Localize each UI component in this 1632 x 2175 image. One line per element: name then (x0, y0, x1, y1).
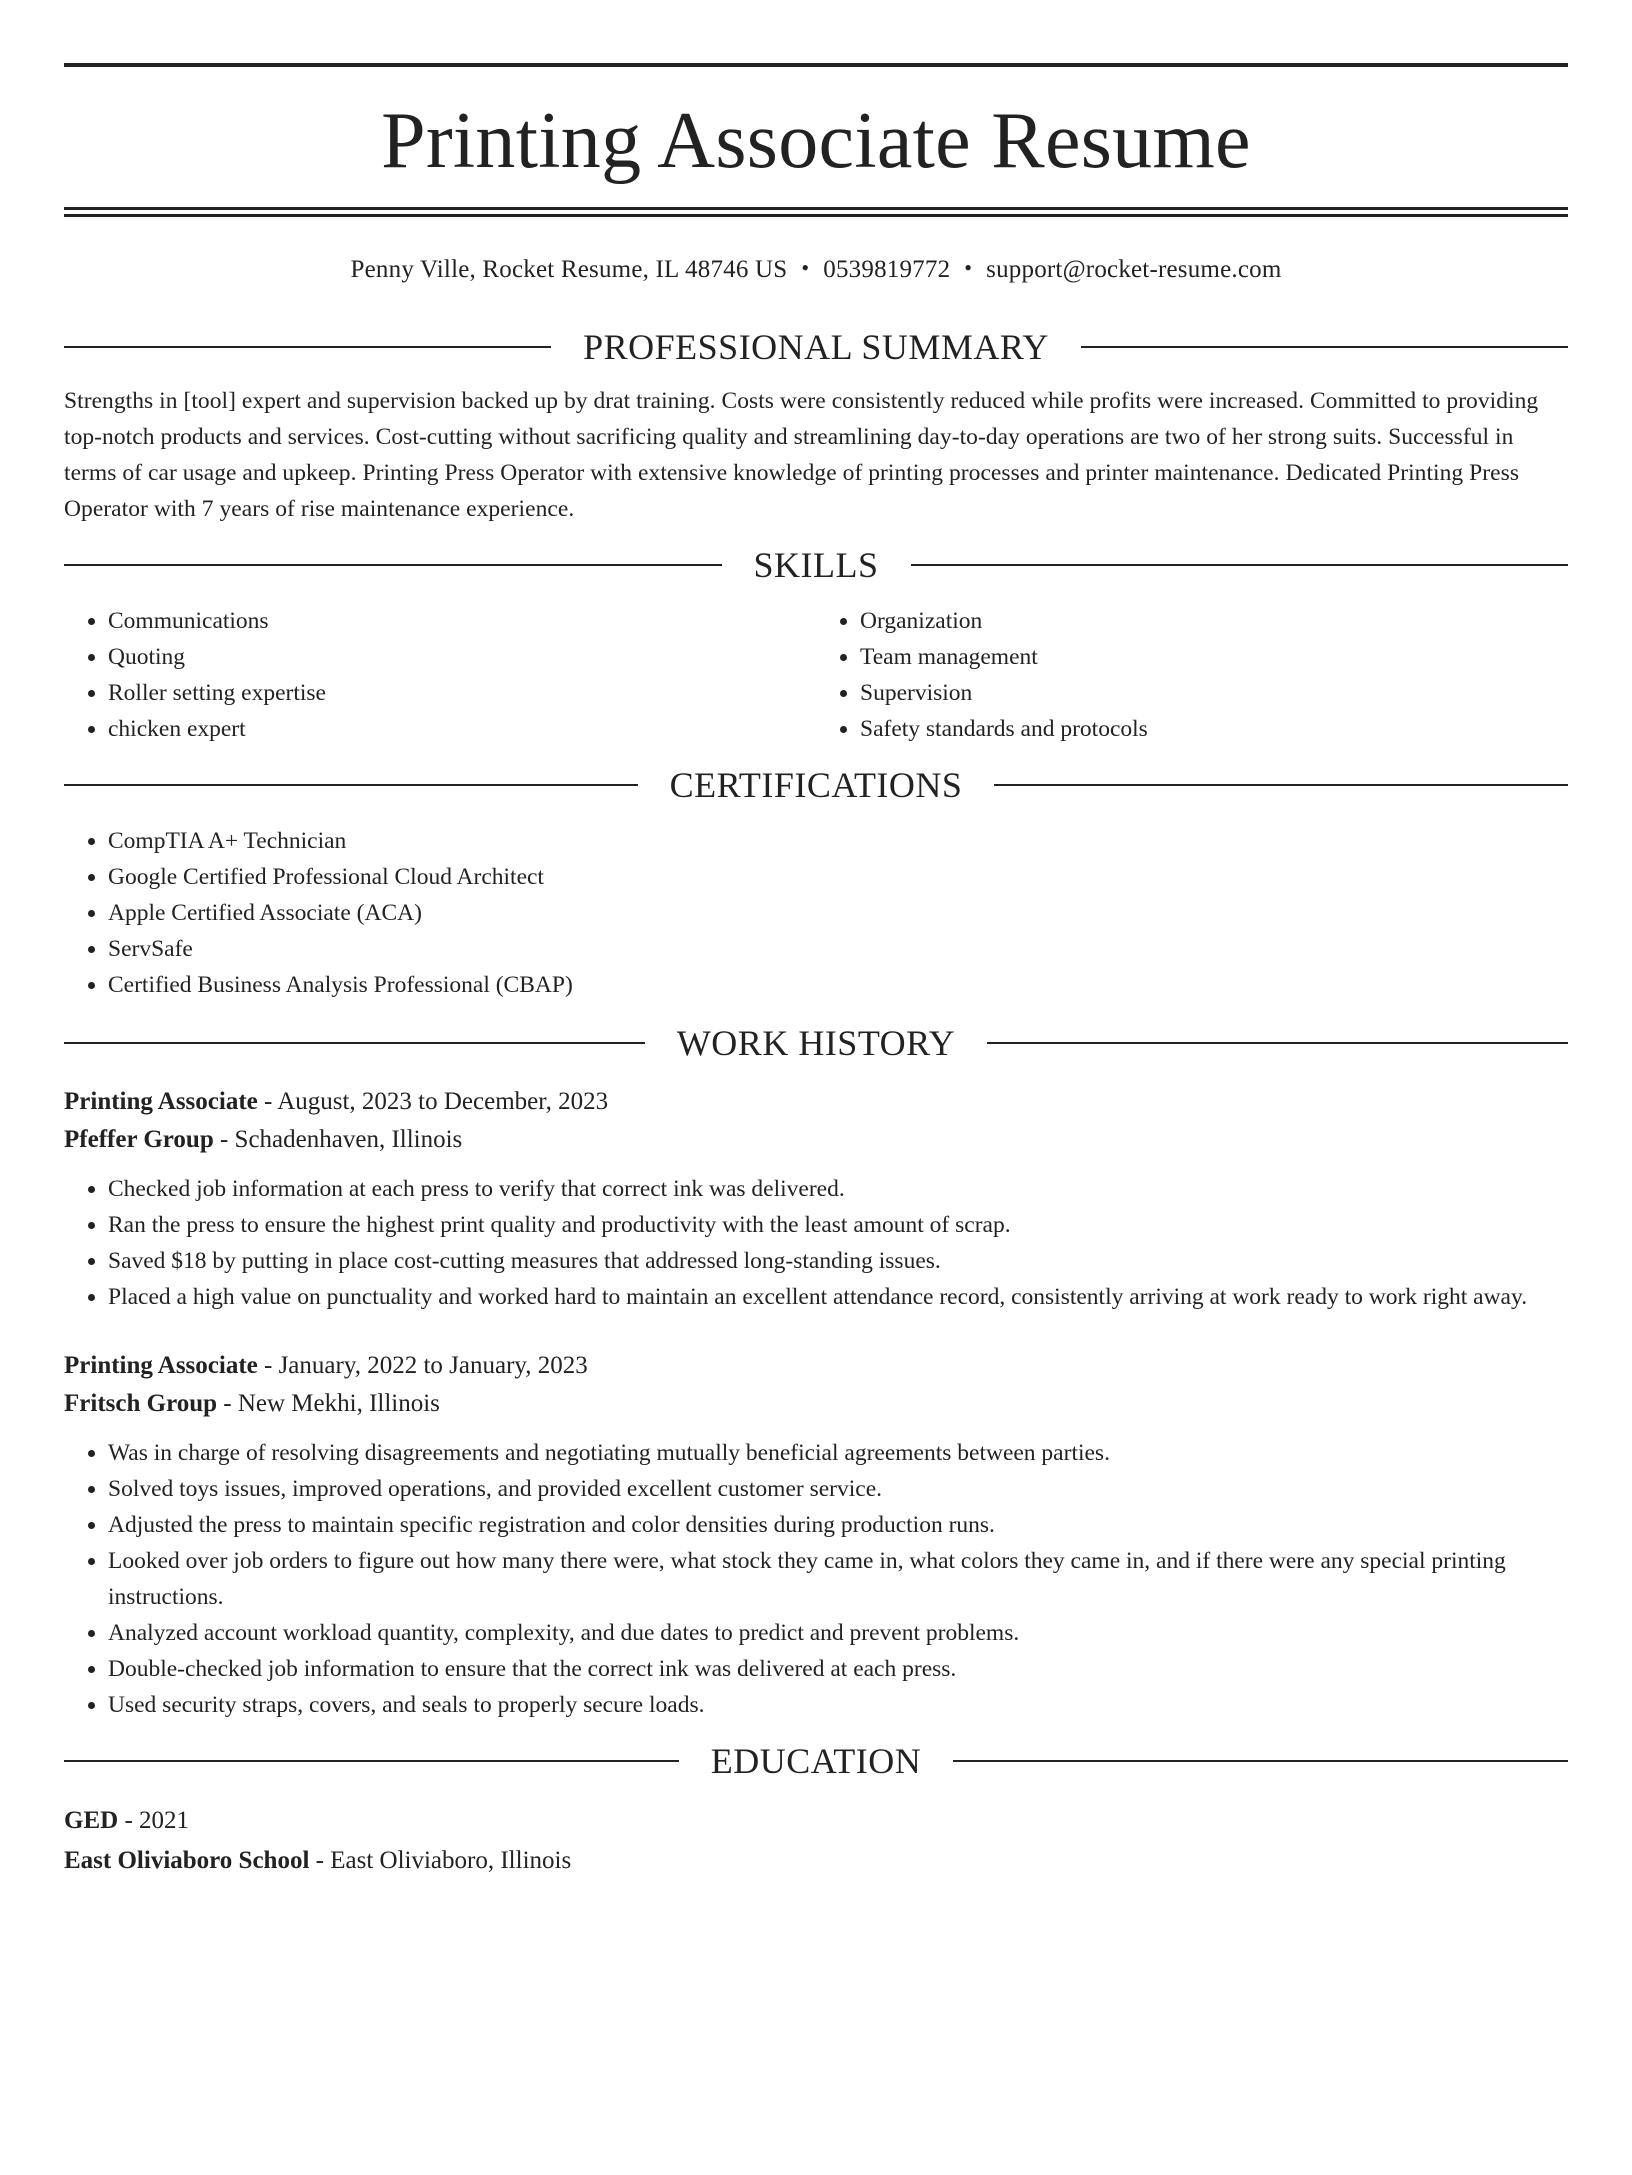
contact-phone: 0539819772 (823, 256, 951, 283)
degree: GED (64, 1807, 119, 1834)
heading-rule (994, 784, 1568, 786)
certification-item: • CompTIA A+ Technician (108, 823, 1568, 859)
company-line (64, 1385, 1568, 1423)
skill-item: • Roller setting expertise (108, 675, 816, 711)
certification-item: • ServSafe (108, 931, 1568, 967)
title-double-rule (64, 207, 1568, 217)
skill-item: • chicken expert (108, 711, 816, 747)
heading-rule (987, 1042, 1568, 1044)
job-title-line (64, 1347, 1568, 1385)
heading-rule (953, 1760, 1568, 1762)
heading-rule (911, 564, 1569, 566)
heading-rule (64, 784, 638, 786)
section-heading-certifications (64, 763, 1568, 807)
company-name: Fritsch Group (64, 1390, 218, 1417)
job-bullet: • Used security straps, covers, and seals to properly secure loads. (108, 1687, 1568, 1723)
skills-list (64, 603, 1568, 747)
job-bullet: • Double-checked job information to ensure that the correct ink was delivered at each press. (108, 1651, 1568, 1687)
education-entry (64, 1801, 1568, 1881)
school-name: East Oliviaboro School (64, 1847, 310, 1874)
section-title: WORK HISTORY (676, 1023, 956, 1063)
resume-title: Printing Associate Resume (381, 97, 1251, 185)
certification-item: • Apple Certified Associate (ACA) (108, 895, 1568, 931)
job-entry (64, 1347, 1568, 1723)
job-entry (64, 1083, 1568, 1315)
section-title: PROFESSIONAL SUMMARY (583, 327, 1049, 367)
heading-rule (1081, 346, 1568, 348)
company-location: - Schadenhaven, Illinois (213, 1126, 463, 1153)
resume-page (0, 63, 1632, 2175)
school-location: - East Oliviaboro, Illinois (309, 1847, 572, 1874)
heading-rule (64, 564, 722, 566)
section-title: CERTIFICATIONS (669, 765, 963, 805)
heading-rule (64, 346, 551, 348)
company-name: Pfeffer Group (64, 1126, 214, 1153)
skill-item: • Communications (108, 603, 816, 639)
heading-rule (64, 1042, 645, 1044)
section-heading-summary (64, 325, 1568, 369)
skill-item: • Organization (860, 603, 1568, 639)
contact-separator: • (964, 255, 973, 280)
skill-item: • Team management (860, 639, 1568, 675)
job-dates: - August, 2023 to December, 2023 (257, 1088, 609, 1115)
contact-email: support@rocket-resume.com (986, 256, 1282, 283)
job-bullet: • Analyzed account workload quantity, complexity, and due dates to predict and prevent problems. (108, 1615, 1568, 1651)
job-bullet: • Ran the press to ensure the highest print quality and productivity with the least amount of scrap. (108, 1207, 1568, 1243)
certifications-list (64, 823, 1568, 1003)
job-bullet: • Solved toys issues, improved operations, and provided excellent customer service. (108, 1471, 1568, 1507)
summary-text: Strengths in [tool] expert and supervision backed up by drat training. Costs were consistently reduced while profits were increased. Committed to providing top-notch products and services. Cost-cutting without sacrificing quality and streamlining day-to-day operations are two of her strong suits. Successful in terms of car usage and upkeep. Printing Press Operator with extensive knowledge of printing processes and printer maintenance. Dedicated Printing Press Operator with 7 years of rise maintenance experience. (64, 388, 1539, 522)
section-heading-education (64, 1739, 1568, 1783)
job-title: Printing Associate (64, 1352, 258, 1379)
degree-year: - 2021 (118, 1807, 190, 1834)
contact-address: Penny Ville, Rocket Resume, IL 48746 US (350, 256, 788, 283)
job-bullet: • Saved $18 by putting in place cost-cutting measures that addressed long-standing issues. (108, 1243, 1568, 1279)
degree-line (64, 1801, 1568, 1841)
job-title-line (64, 1083, 1568, 1121)
skill-item: • Quoting (108, 639, 816, 675)
job-bullet: • Looked over job orders to figure out how many there were, what stock they came in, what colors they came in, and if there were any special printing instructions. (108, 1543, 1568, 1615)
job-bullet: • Checked job information at each press to verify that correct ink was delivered. (108, 1171, 1568, 1207)
skills-column-right (816, 603, 1568, 747)
top-rule (64, 63, 1568, 67)
section-heading-work-history (64, 1021, 1568, 1065)
section-title: SKILLS (753, 545, 879, 585)
job-dates: - January, 2022 to January, 2023 (257, 1352, 588, 1379)
job-bullets (64, 1435, 1568, 1723)
heading-rule (64, 1760, 679, 1762)
job-title: Printing Associate (64, 1088, 258, 1115)
section-heading-skills (64, 543, 1568, 587)
contact-separator: • (801, 255, 810, 280)
section-title: EDUCATION (710, 1741, 922, 1781)
company-location: - New Mekhi, Illinois (217, 1390, 440, 1417)
job-bullet: • Placed a high value on punctuality and worked hard to maintain an excellent attendance record, consistently arriving at work ready to work right away. (108, 1279, 1568, 1315)
certification-item: • Certified Business Analysis Professional (CBAP) (108, 967, 1568, 1003)
job-bullet: • Was in charge of resolving disagreements and negotiating mutually beneficial agreements between parties. (108, 1435, 1568, 1471)
skill-item: • Safety standards and protocols (860, 711, 1568, 747)
skills-column-left (64, 603, 816, 747)
skill-item: • Supervision (860, 675, 1568, 711)
company-line (64, 1121, 1568, 1159)
certification-item: • Google Certified Professional Cloud Architect (108, 859, 1568, 895)
school-line (64, 1841, 1568, 1881)
job-bullet: • Adjusted the press to maintain specific registration and color densities during production runs. (108, 1507, 1568, 1543)
job-bullets (64, 1171, 1568, 1315)
contact-line (64, 255, 1568, 285)
